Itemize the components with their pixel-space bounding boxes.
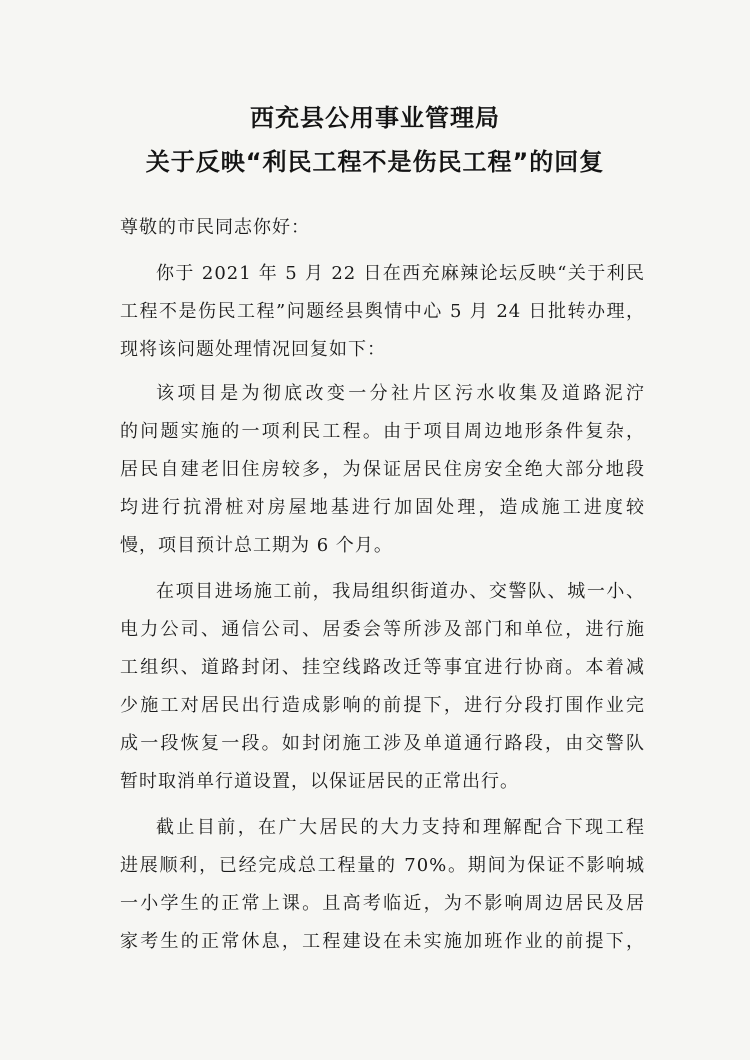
paragraph-2-line-5: 慢，项目预计总工期为 6 个月。 bbox=[120, 535, 393, 556]
paragraph-4-line-2: 进展顺利，已经完成总工程量的 70%。期间为保证不影响城 bbox=[120, 855, 645, 876]
paragraph-2-line-2: 的问题实施的一项利民工程。由于项目周边地形条件复杂， bbox=[120, 421, 645, 442]
paragraph-1-line-1: 你于 2021 年 5 月 22 日在西充麻辣论坛反映“关于利民 bbox=[156, 263, 645, 284]
paragraph-3-line-2: 电力公司、通信公司、居委会等所涉及部门和单位，进行施 bbox=[120, 619, 645, 640]
paragraph-4-line-3: 一小学生的正常上课。且高考临近，为不影响周边居民及居 bbox=[120, 893, 645, 914]
paragraph-4-line-4: 家考生的正常休息，工程建设在未实施加班作业的前提下， bbox=[120, 931, 645, 952]
paragraph-2-line-1: 该项目是为彻底改变一分社片区污水收集及道路泥泞 bbox=[156, 383, 645, 404]
paragraph-3-line-1: 在项目进场施工前，我局组织街道办、交警队、城一小、 bbox=[156, 581, 645, 602]
paragraph-4-line-1: 截止目前，在广大居民的大力支持和理解配合下现工程 bbox=[156, 817, 645, 838]
paragraph-3-line-3: 工组织、道路封闭、挂空线路改迁等事宜进行协商。本着减 bbox=[120, 657, 645, 678]
paragraph-2-line-4: 均进行抗滑桩对房屋地基进行加固处理，造成施工进度较 bbox=[120, 497, 645, 518]
paragraph-3-line-4: 少施工对居民出行造成影响的前提下，进行分段打围作业完 bbox=[120, 695, 645, 716]
paragraph-2-line-3: 居民自建老旧住房较多，为保证居民住房安全绝大部分地段 bbox=[120, 459, 645, 480]
document-title-line-1: 西充县公用事业管理局 bbox=[250, 104, 500, 132]
paragraph-1-line-3: 现将该问题处理情况回复如下： bbox=[120, 339, 386, 360]
paragraph-1-line-2: 工程不是伤民工程”问题经县舆情中心 5 月 24 日批转办理， bbox=[120, 301, 645, 322]
paragraph-3-line-6: 暂时取消单行道设置，以保证居民的正常出行。 bbox=[120, 771, 519, 792]
paragraph-3-line-5: 成一段恢复一段。如封闭施工涉及单道通行路段，由交警队 bbox=[120, 733, 645, 754]
document-title-line-2: 关于反映“利民工程不是伤民工程”的回复 bbox=[145, 148, 605, 176]
salutation: 尊敬的市民同志你好： bbox=[120, 217, 310, 238]
